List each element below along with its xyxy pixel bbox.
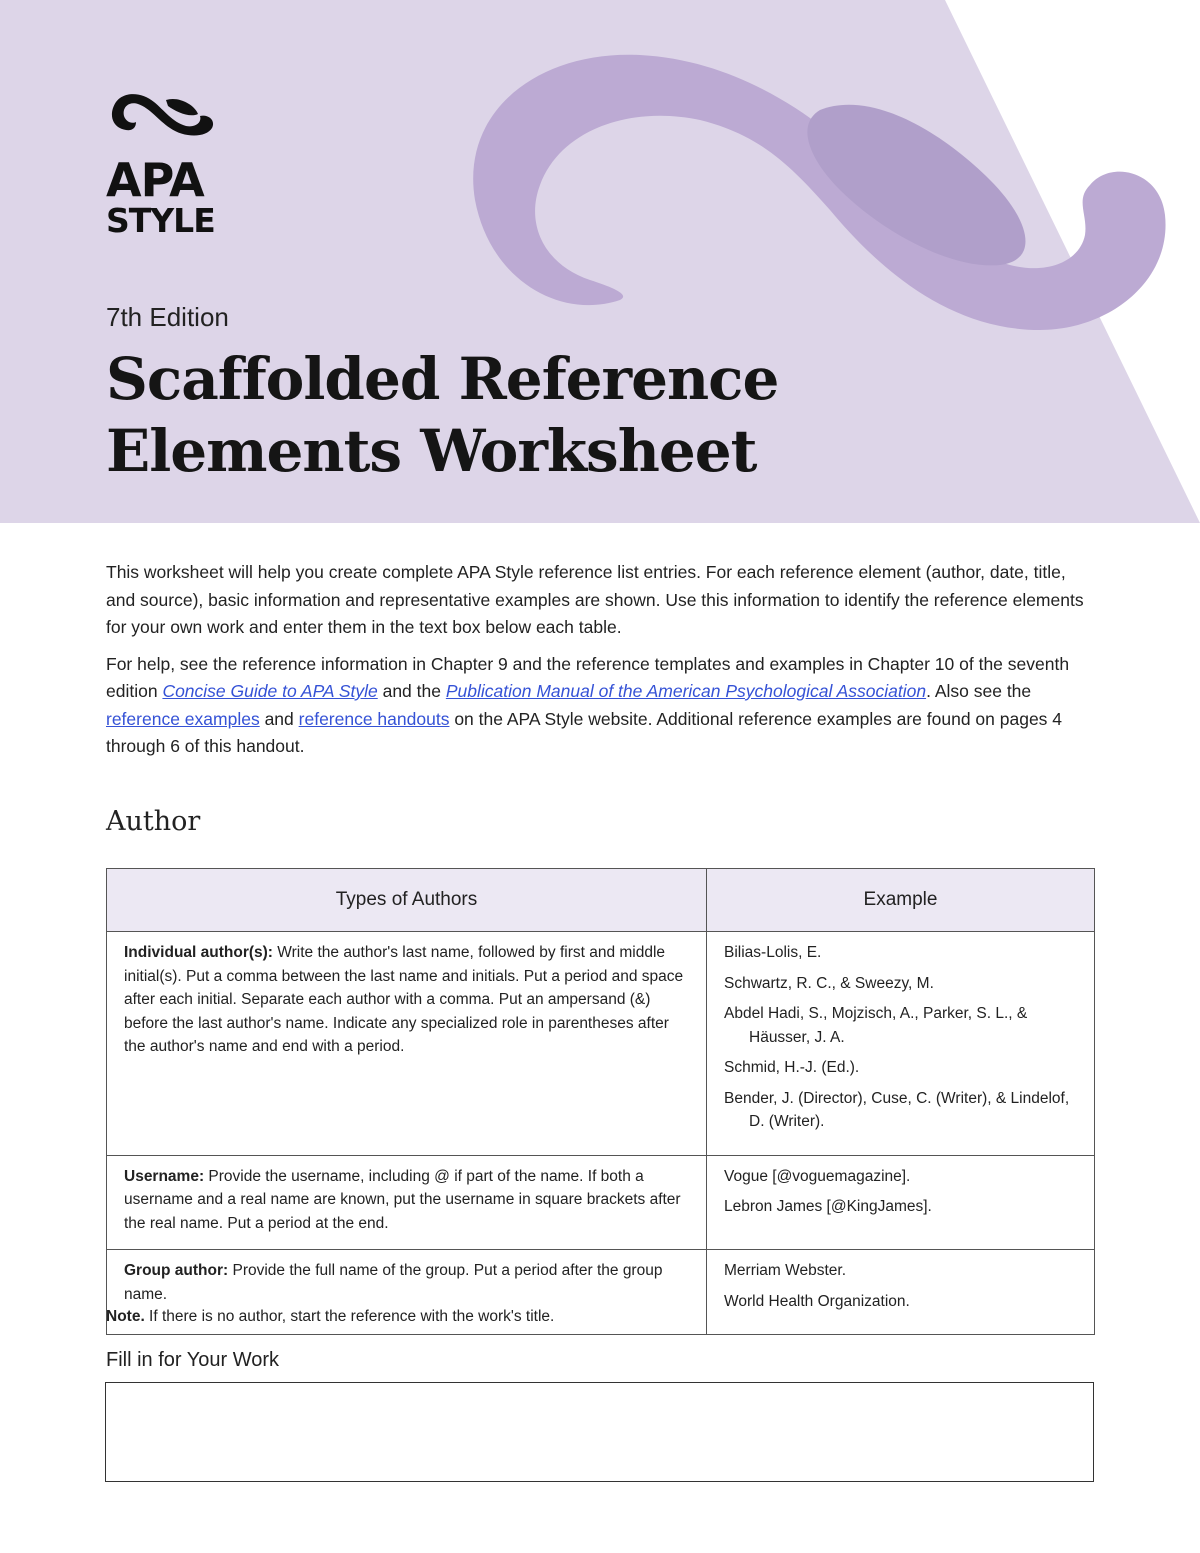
example-item: Schmid, H.-J. (Ed.). [724, 1059, 860, 1076]
table-header-row [107, 869, 1095, 932]
text: . Also see the [926, 681, 1032, 701]
logo-text-style: STYLE [106, 201, 215, 240]
intro-paragraph-1: This worksheet will help you create complete APA Style reference list entries. For each reference element (author, date, title, and source), basic information and representative examples are shown. Use this information to identify the reference elements for your own work and enter them in the text box below each table. [106, 562, 1084, 637]
text: For help, see the reference information in Chapter 9 and the reference templates and examples in Chapter 10 of the seventh edition [106, 653, 1070, 701]
example-item: World Health Organization. [724, 1292, 910, 1310]
page-title [106, 343, 778, 487]
apa-swirl-logo-icon [106, 88, 218, 138]
example-item: Vogue [@voguemagazine]. [724, 1167, 911, 1185]
fill-in-text-box[interactable] [105, 1382, 1094, 1482]
link-reference-handouts[interactable]: reference handouts [298, 708, 450, 729]
example-item: Lebron James [@KingJames]. [724, 1198, 932, 1215]
title-line-2: Elements Worksheet [106, 417, 757, 485]
text: on the APA Style website. Additional reference examples are found on pages 4 through 6 of this handout. [106, 708, 1063, 756]
author-types-table [106, 868, 1095, 1335]
table-row [107, 1155, 1095, 1250]
example-cell [707, 932, 1095, 1156]
apa-style-logo [106, 88, 226, 240]
author-type-label: Username: [124, 1167, 205, 1185]
author-type-description: Provide the full name of the group. Put a period after the group name. [124, 1262, 663, 1303]
author-type-cell [107, 932, 707, 1156]
author-type-description: Provide the username, including @ if part of the name. If both a username and a real name are known, put the username in square brackets after the real name. Put a period at the end. [124, 1167, 681, 1232]
link-concise-guide[interactable]: Concise Guide to APA Style [162, 681, 378, 701]
edition-label: 7th Edition [106, 302, 229, 332]
author-type-description: Write the author's last name, followed by first and middle initial(s). Put a comma between the last name and initials. Put a period and space after each initial. Separate each author with a comma. Put an ampersand (&) before the last author's name. Indicate any specialized role in parentheses after the author's name and end with a period. [124, 944, 684, 1055]
logo-text-apa: APA [106, 153, 204, 207]
table-note [106, 1308, 554, 1326]
example-cell [707, 1250, 1095, 1335]
text: and [259, 708, 299, 729]
example-item: Bilias-Lolis, E. [724, 944, 822, 961]
example-item: Abdel Hadi, S., Mojzisch, A., Parker, S. L., & Häusser, J. A. [724, 1005, 1028, 1046]
text: and the [377, 681, 446, 701]
author-type-label: Group author: [124, 1262, 229, 1279]
section-heading-author: Author [106, 806, 201, 837]
example-cell [707, 1155, 1095, 1250]
link-publication-manual[interactable]: Publication Manual of the American Psychological Association [445, 681, 927, 701]
example-item: Schwartz, R. C., & Sweezy, M. [724, 974, 934, 992]
intro-text [106, 559, 1096, 770]
author-type-label: Individual author(s): [124, 944, 273, 961]
note-text: If there is no author, start the reference with the work's title. [144, 1308, 555, 1325]
example-item: Bender, J. (Director), Cuse, C. (Writer), & Lindelof, D. (Writer). [724, 1089, 1070, 1130]
intro-paragraph-2 [106, 651, 1096, 761]
column-header-types: Types of Authors [107, 869, 707, 932]
note-label: Note. [106, 1308, 145, 1325]
table-row [107, 932, 1095, 1156]
title-line-1: Scaffolded Reference [106, 345, 779, 413]
author-type-cell [107, 1155, 707, 1250]
fill-in-label: Fill in for Your Work [106, 1349, 280, 1371]
example-item: Merriam Webster. [724, 1262, 847, 1279]
link-reference-examples[interactable]: reference examples [106, 708, 260, 729]
column-header-example: Example [707, 869, 1095, 932]
